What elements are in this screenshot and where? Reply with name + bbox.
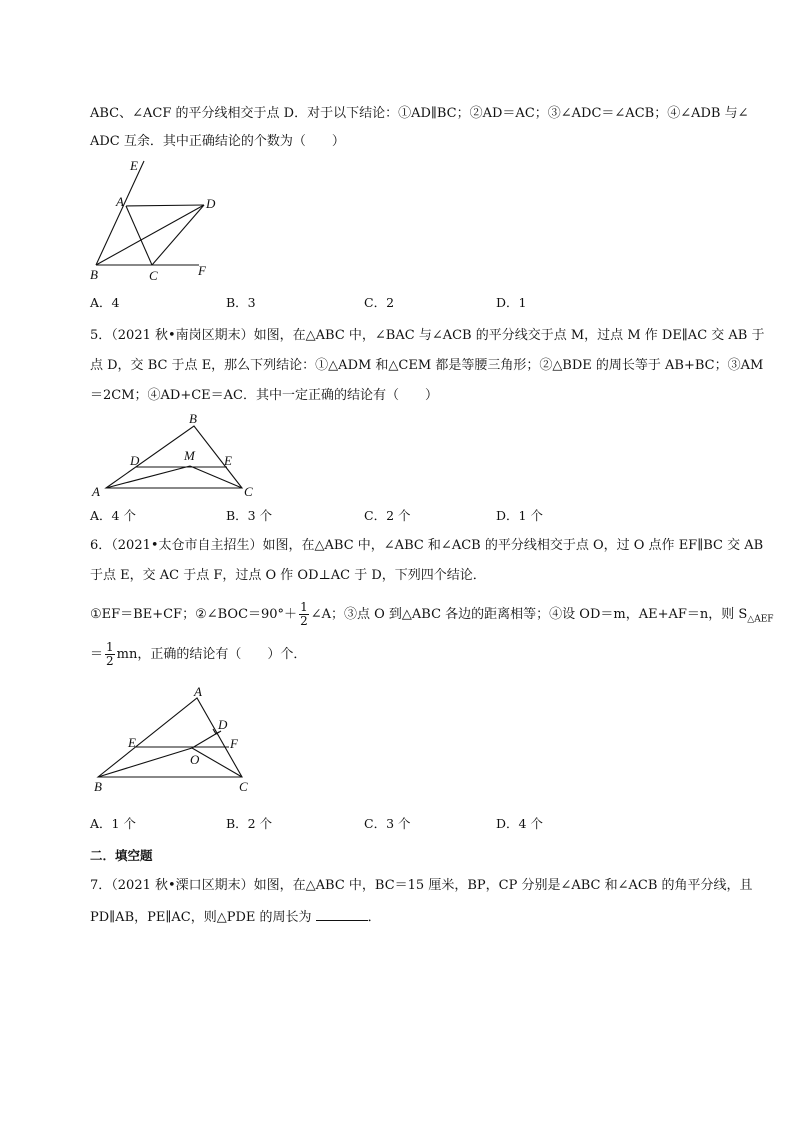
q6-line3-part1: ①EF＝BE+CF；②∠BOC＝90°＋: [90, 607, 298, 622]
q4-figure: [84, 156, 224, 286]
q4-segment-ad: [126, 205, 204, 206]
q6-label-a: A: [194, 684, 202, 699]
q4-segment-cd: [152, 205, 204, 265]
q4-label-b: B: [90, 267, 98, 282]
q6-text-line1: 6．（2021•太仓市自主招生）如图，在△ABC 中，∠ABC 和∠ACB 的平分线相交于点 O，过 O 点作 EF∥BC 交 AB: [90, 538, 764, 553]
q5-text-line3: ＝2CM；④AD+CE＝AC．其中一定正确的结论有（ ）: [90, 388, 439, 403]
q5-segment-cm: [190, 466, 242, 488]
q6-option-c[interactable]: C．3 个: [364, 816, 411, 831]
q5-label-e: E: [224, 453, 232, 468]
q4-text-line1: ABC、∠ACF 的平分线相交于点 D．对于以下结论：①AD∥BC；②AD＝AC；③∠ADC＝∠ACB；④∠ADB 与∠: [90, 106, 749, 121]
q7-answer-blank[interactable]: [316, 908, 368, 921]
q7-line2-part1: PD∥AB，PE∥AC，则△PDE 的周长为: [90, 910, 312, 925]
q5-figure: [84, 408, 264, 504]
q6-option-a[interactable]: A．1 个: [90, 816, 136, 831]
q5-segment-am: [106, 466, 190, 488]
q4-label-f: F: [198, 263, 206, 278]
q5-label-m: M: [184, 448, 195, 463]
q6-option-d[interactable]: D．4 个: [496, 816, 543, 831]
q5-option-c[interactable]: C．2 个: [364, 508, 411, 523]
q6-text-line2: 于点 E，交 AC 于点 F，过点 O 作 OD⊥AC 于 D，下列四个结论．: [90, 568, 486, 583]
q6-text-line4: [90, 638, 306, 672]
q5-label-b: B: [189, 411, 197, 426]
q7-text-line2: [90, 908, 381, 928]
q6-fraction-half-2: $\frac{1}{2}$: [106, 640, 114, 668]
q7-line2-part2: ．: [367, 910, 381, 925]
q4-option-d[interactable]: D．1: [496, 295, 527, 310]
q6-area-subscript: △AEF: [747, 614, 774, 625]
q4-label-e: E: [130, 158, 138, 173]
q6-line4-part2: mn，正确的结论有（ ）个．: [116, 647, 307, 662]
q5-triangle-abc: [106, 426, 242, 488]
q6-triangle-abc: [98, 698, 242, 777]
q6-figure: [84, 684, 264, 796]
q5-text-line2: 点 D，交 BC 于点 E，那么下列结论：①△ADM 和△CEM 都是等腰三角形；②△BDE 的周长等于 AB+BC；③AM: [90, 358, 764, 373]
q6-segment-od: [192, 732, 219, 748]
q5-text-line1: 5．（2021 秋•南岗区期末）如图，在△ABC 中，∠BAC 与∠ACB 的平分线交于点 M，过点 M 作 DE∥AC 交 AB 于: [90, 328, 765, 343]
q7-text-line1: 7．（2021 秋•溧口区期末）如图，在△ABC 中，BC＝15 厘米，BP，CP 分别是∠ABC 和∠ACB 的角平分线，且: [90, 878, 753, 893]
q4-option-a[interactable]: A．4: [90, 295, 120, 310]
q6-option-b[interactable]: B．2 个: [226, 816, 273, 831]
q4-option-c[interactable]: C．2: [364, 295, 395, 310]
q6-text-line3: [90, 598, 774, 637]
q6-line4-part1: ＝: [90, 647, 104, 662]
q5-label-c: C: [244, 484, 253, 499]
q4-label-a: A: [116, 194, 124, 209]
q4-text-line2: ADC 互余．其中正确结论的个数为（ ）: [90, 134, 345, 149]
q6-label-c: C: [239, 779, 248, 794]
q6-segment-co: [192, 748, 242, 777]
q4-option-b[interactable]: B．3: [226, 295, 256, 310]
q5-label-a: A: [92, 484, 100, 499]
q5-label-d: D: [130, 453, 140, 468]
q4-label-d: D: [206, 196, 216, 211]
section-heading-fill-in: 二．填空题: [90, 848, 153, 863]
q4-label-c: C: [149, 268, 158, 283]
q5-option-d[interactable]: D．1 个: [496, 508, 543, 523]
q4-segment-bd: [96, 205, 204, 265]
q6-line3-part2: ∠A；③点 O 到△ABC 各边的距离相等；④设 OD＝m，AE+AF＝n，则 S: [310, 607, 748, 622]
q6-label-f: F: [230, 736, 238, 751]
q4-ray-be: [96, 161, 144, 265]
q6-label-d: D: [218, 717, 228, 732]
q6-segment-bo: [98, 748, 192, 777]
q6-label-o: O: [190, 752, 200, 767]
q5-option-a[interactable]: A．4 个: [90, 508, 136, 523]
q5-option-b[interactable]: B．3 个: [226, 508, 273, 523]
q6-label-b: B: [94, 779, 102, 794]
q6-label-e: E: [128, 735, 136, 750]
q6-fraction-half-1: $\frac{1}{2}$: [300, 600, 308, 628]
